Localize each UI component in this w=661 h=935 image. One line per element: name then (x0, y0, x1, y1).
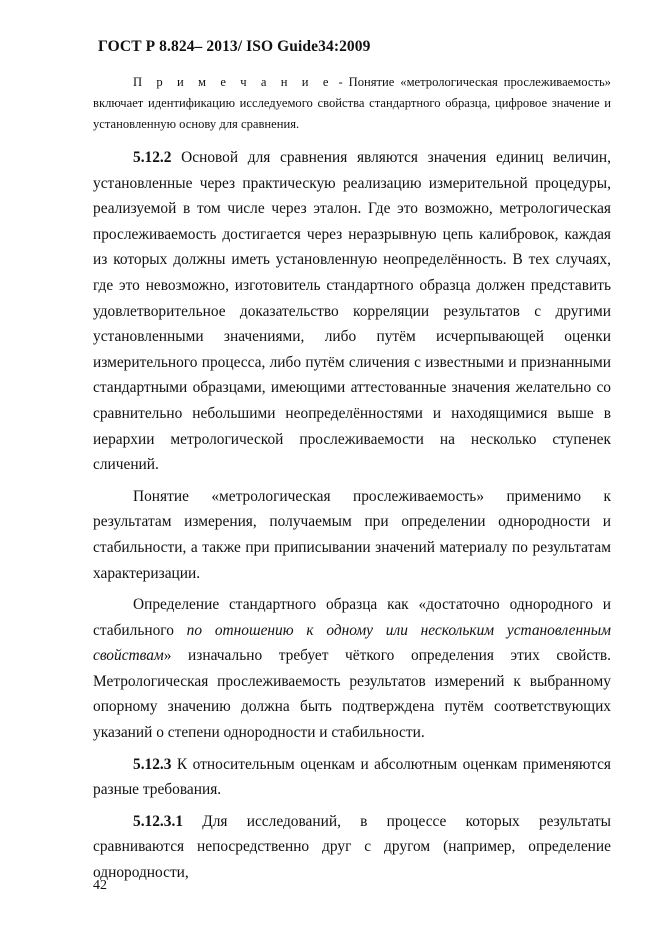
paragraph-5-12-3 (93, 752, 611, 803)
section-number: 5.12.2 (133, 149, 172, 166)
paragraph-5-12-3-1 (93, 809, 611, 886)
paragraph-text: Для исследований, в процессе которых результаты сравниваются непосредственно друг с другом (например, определение однородности, (93, 812, 611, 882)
section-number: 5.12.3 (133, 755, 172, 773)
section-number: 5.12.3.1 (133, 812, 184, 830)
paragraph-text: Понятие «метрологическая прослеживаемость» применимо к результатам измерения, получаемым при определении однородности и стабильности, а также при приписывании значений материалу по результатам характеризации. (93, 487, 611, 582)
paragraph-5-12-2 (93, 145, 611, 478)
paragraph-reference-material-definition (93, 592, 611, 746)
page-number: 42 (93, 878, 107, 893)
standard-header: ГОСТ Р 8.824– 2013/ ISO Guide34:2009 (98, 38, 371, 55)
paragraph-text: Основой для сравнения являются значения единиц величин, установленные через практическую реализацию измерительной процедуры, реализуемой в том числе через эталон. Где это возможно, метрологическая прослеживаемость достигается через неразрывную цепь калибровок, каждая из которых должны иметь установленную неопределённость. В тех случаях, где это невозможно, изготовитель стандартного образца должен представить удовлетворительное доказательство корреляции результатов с другими установленными значениями, либо путём исчерпывающей оценки измерительного процесса, либо путём сличения с известными и признанными стандартными образцами, имеющими аттестованные значения желательно со сравнительно небольшими неопределённостями и находящимися выше в иерархии метрологической прослеживаемости на несколько ступенек сличений. (93, 149, 611, 474)
note-text: - Понятие «метрологическая прослеживаемость» включает идентификацию исследуемого свойства стандартного образца, цифровое значение и установленную основу для сравнения. (93, 75, 611, 131)
note-label: П р и м е ч а н и е (133, 75, 333, 89)
paragraph-text: К относительным оценкам и абсолютным оценкам применяются разные требования. (93, 755, 611, 799)
paragraph-text-end: » изначально требует чёткого определения этих свойств. Метрологическая прослеживаемость результатов измерений к выбранному опорному значению должна быть подтверждена путём соответствующих указаний о степени однородности и стабильности. (93, 647, 611, 742)
paragraph-text-start: Определение стандартного образца как «достаточно однородного и стабильного (93, 596, 611, 639)
note-paragraph (93, 72, 611, 135)
paragraph-traceability-applicability (93, 484, 611, 586)
page-body (93, 72, 611, 886)
paragraph-text-italic: по отношению к одному или нескольким установленным свойствам (93, 621, 611, 665)
